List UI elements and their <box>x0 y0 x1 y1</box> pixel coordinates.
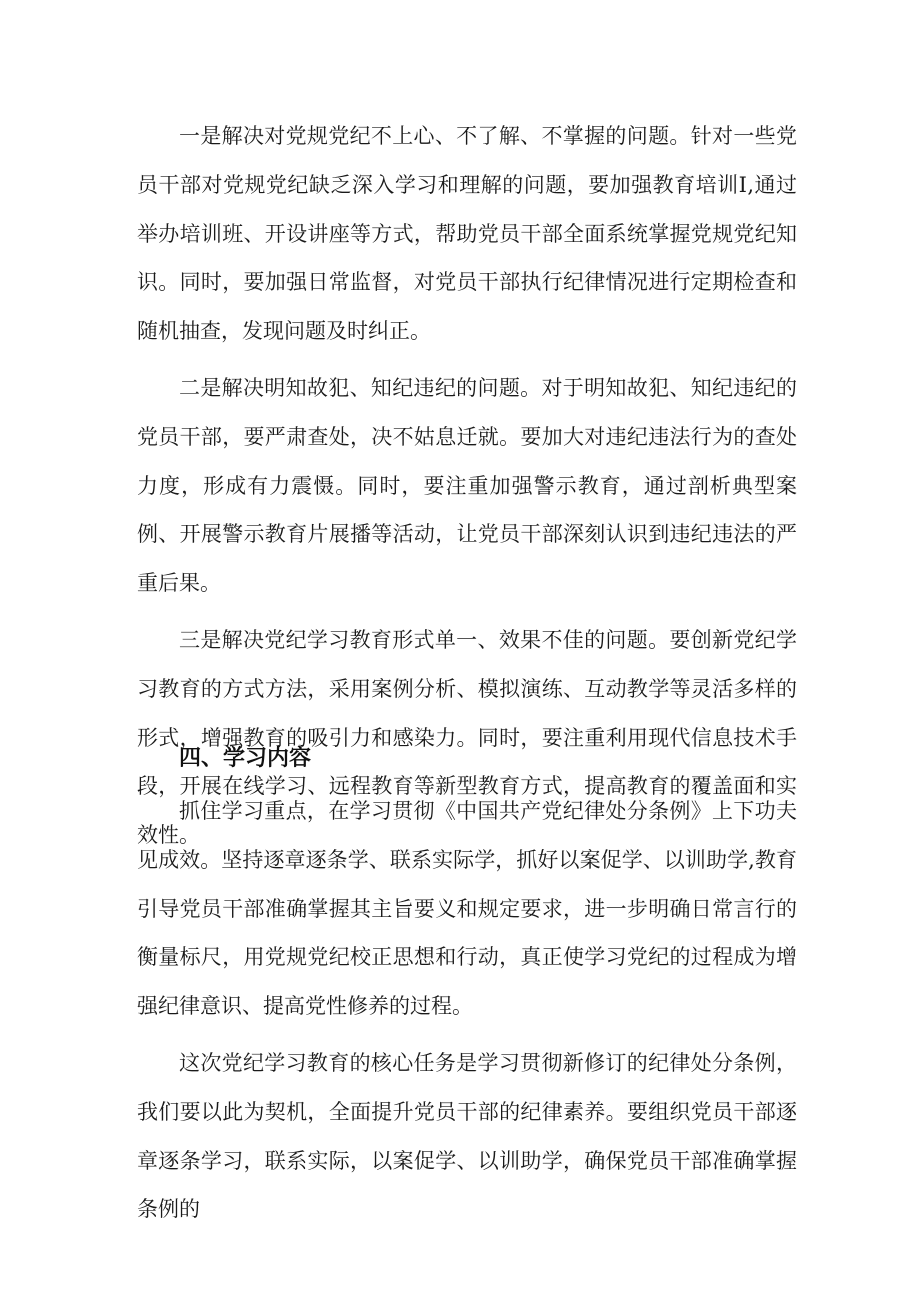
text-block-lower <box>137 787 797 1242</box>
paragraph-four: 抓住学习重点，在学习贯彻《中国共产党纪律处分条例》上下功夫见成效。坚持逐章逐条学、联系实际学，抓好以案促学、以训助学,教育引导党员干部准确掌握其主旨要义和规定要求，进一步明确日常言行的衡量标尺，用党规党纪校正思想和行动，真正使学习党纪的过程成为增强纪律意识、提高党性修养的过程。 <box>137 799 797 1019</box>
section-heading: 四、学习内容 <box>179 746 312 771</box>
paragraph-two: 二是解决明知故犯、知纪违纪的问题。对于明知故犯、知纪违纪的党员干部，要严肃查处，决不姑息迁就。要加大对违纪违法行为的查处力度，形成有力震慑。同时，要注重加强警示教育，通过剖析典型案例、开展警示教育片展播等活动，让党员干部深刻认识到违纪违法的严重后果。 <box>137 375 797 596</box>
paragraph-five: 这次党纪学习教育的核心任务是学习贯彻新修订的纪律处分条例，我们要以此为契机，全面提升党员干部的纪律素养。要组织党员干部逐章逐条学习，联系实际，以案促学、以训助学，确保党员干部准确掌握条例的 <box>137 1050 797 1222</box>
paragraph-three: 三是解决党纪学习教育形式单一、效果不佳的问题。要创新党纪学习教育的方式方法，采用案例分析、模拟演练、互动教学等灵活多样的形式，增强教育的吸引力和感染力。同时，要注重利用现代信息技术手段，开展在线学习、远程教育等新型教育方式，提高教育的覆盖面和实效性。 <box>137 627 797 848</box>
paragraph-one: 一是解决对党规党纪不上心、不了解、不掌握的问题。针对一些党员干部对党规党纪缺乏深入学习和理解的问题，要加强教育培训Ⅰ,通过举办培训班、开设讲座等方式，帮助党员干部全面系统掌握党规党纪知识。同时，要加强日常监督，对党员干部执行纪律情况进行定期检查和随机抽查，发现问题及时纠正。 <box>137 124 797 344</box>
